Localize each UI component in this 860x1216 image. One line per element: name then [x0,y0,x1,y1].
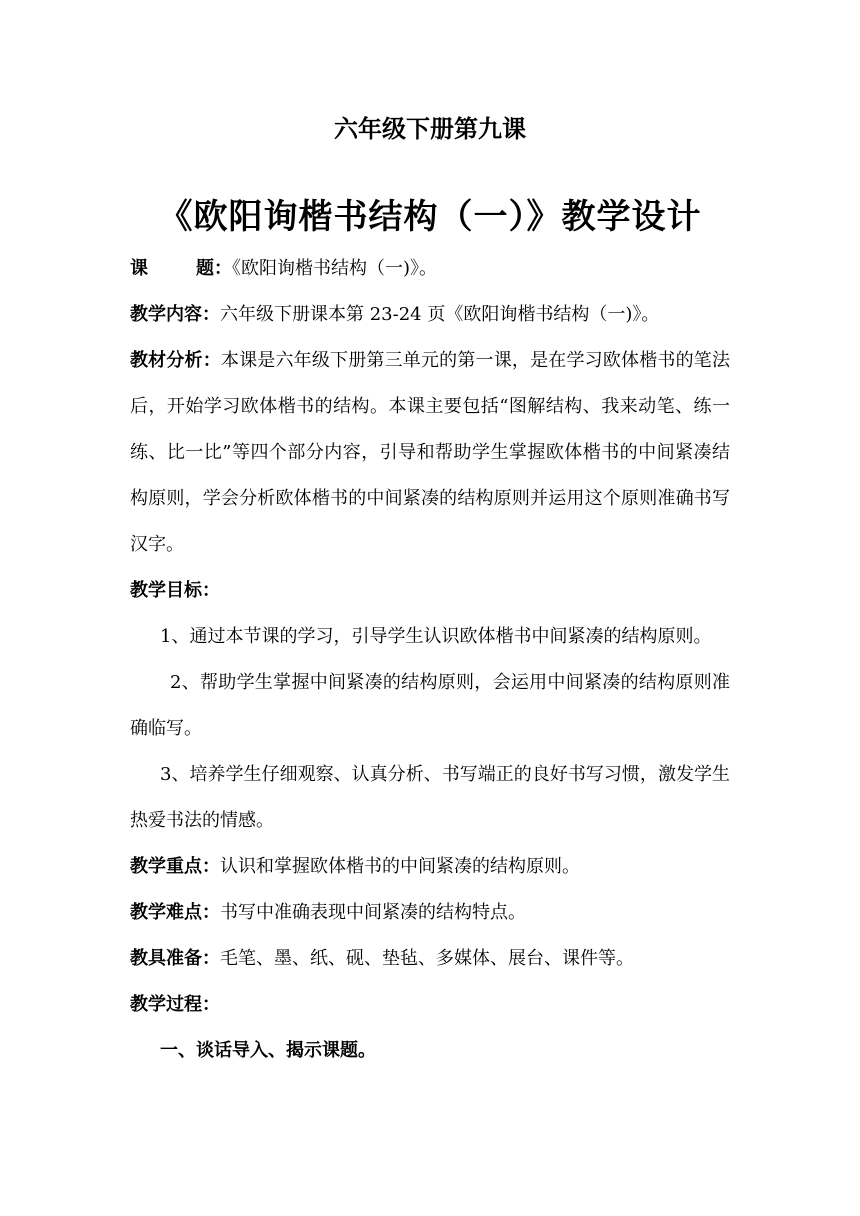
key-point-label: 教学重点： [130,856,220,877]
analysis-paragraph [130,338,730,568]
process-heading [130,982,730,1028]
goal-3: 3、培养学生仔细观察、认真分析、书写端正的良好书写习惯，激发学生热爱书法的情感。 [130,764,730,831]
goal-2: 2、帮助学生掌握中间紧凑的结构原则，会运用中间紧凑的结构原则准确临写。 [130,672,730,739]
tools-label: 教具准备： [130,948,220,969]
goal-1: 1、通过本节课的学习，引导学生认识欧体楷书中间紧凑的结构原则。 [160,626,712,647]
lesson-subtitle: 六年级下册第九课 [334,115,526,143]
tools-value: 毛笔、墨、纸、砚、垫毡、多媒体、展台、课件等。 [220,948,634,969]
difficulty-label: 教学难点： [130,902,220,923]
key-point-line [130,844,730,890]
tools-line [130,936,730,982]
content-label: 教学内容： [130,304,220,325]
content-line [130,292,730,338]
topic-label-a: 课 [130,258,148,279]
difficulty-line [130,890,730,936]
key-point-value: 认识和掌握欧体楷书的中间紧凑的结构原则。 [220,856,580,877]
process-label: 教学过程： [130,994,220,1015]
content-value: 六年级下册课本第 23-24 页《欧阳询楷书结构（一)》。 [220,304,660,325]
goals-label: 教学目标： [130,580,220,601]
analysis-value: 本课是六年级下册第三单元的第一课，是在学习欧体楷书的笔法后，开始学习欧体楷书的结构。本课主要包括“图解结构、我来动笔、练一练、比一比”等四个部分内容，引导和帮助学生掌握欧体楷书的中间紧凑结构原则，学会分析欧体楷书的中间紧凑的结构原则并运用这个原则准确书写汉字。 [130,350,730,555]
analysis-label: 教材分析： [130,350,221,371]
document-body [130,246,730,1074]
difficulty-value: 书写中准确表现中间紧凑的结构特点。 [220,902,526,923]
topic-value: 《欧阳询楷书结构（一)》。 [232,258,438,279]
document-title: 《欧阳询楷书结构（一）》教学设计 [158,197,702,237]
topic-label-b: 题： [196,258,232,279]
section-1-heading: 一、谈话导入、揭示课题。 [160,1040,376,1061]
goals-heading [130,568,730,614]
topic-line [130,246,730,292]
